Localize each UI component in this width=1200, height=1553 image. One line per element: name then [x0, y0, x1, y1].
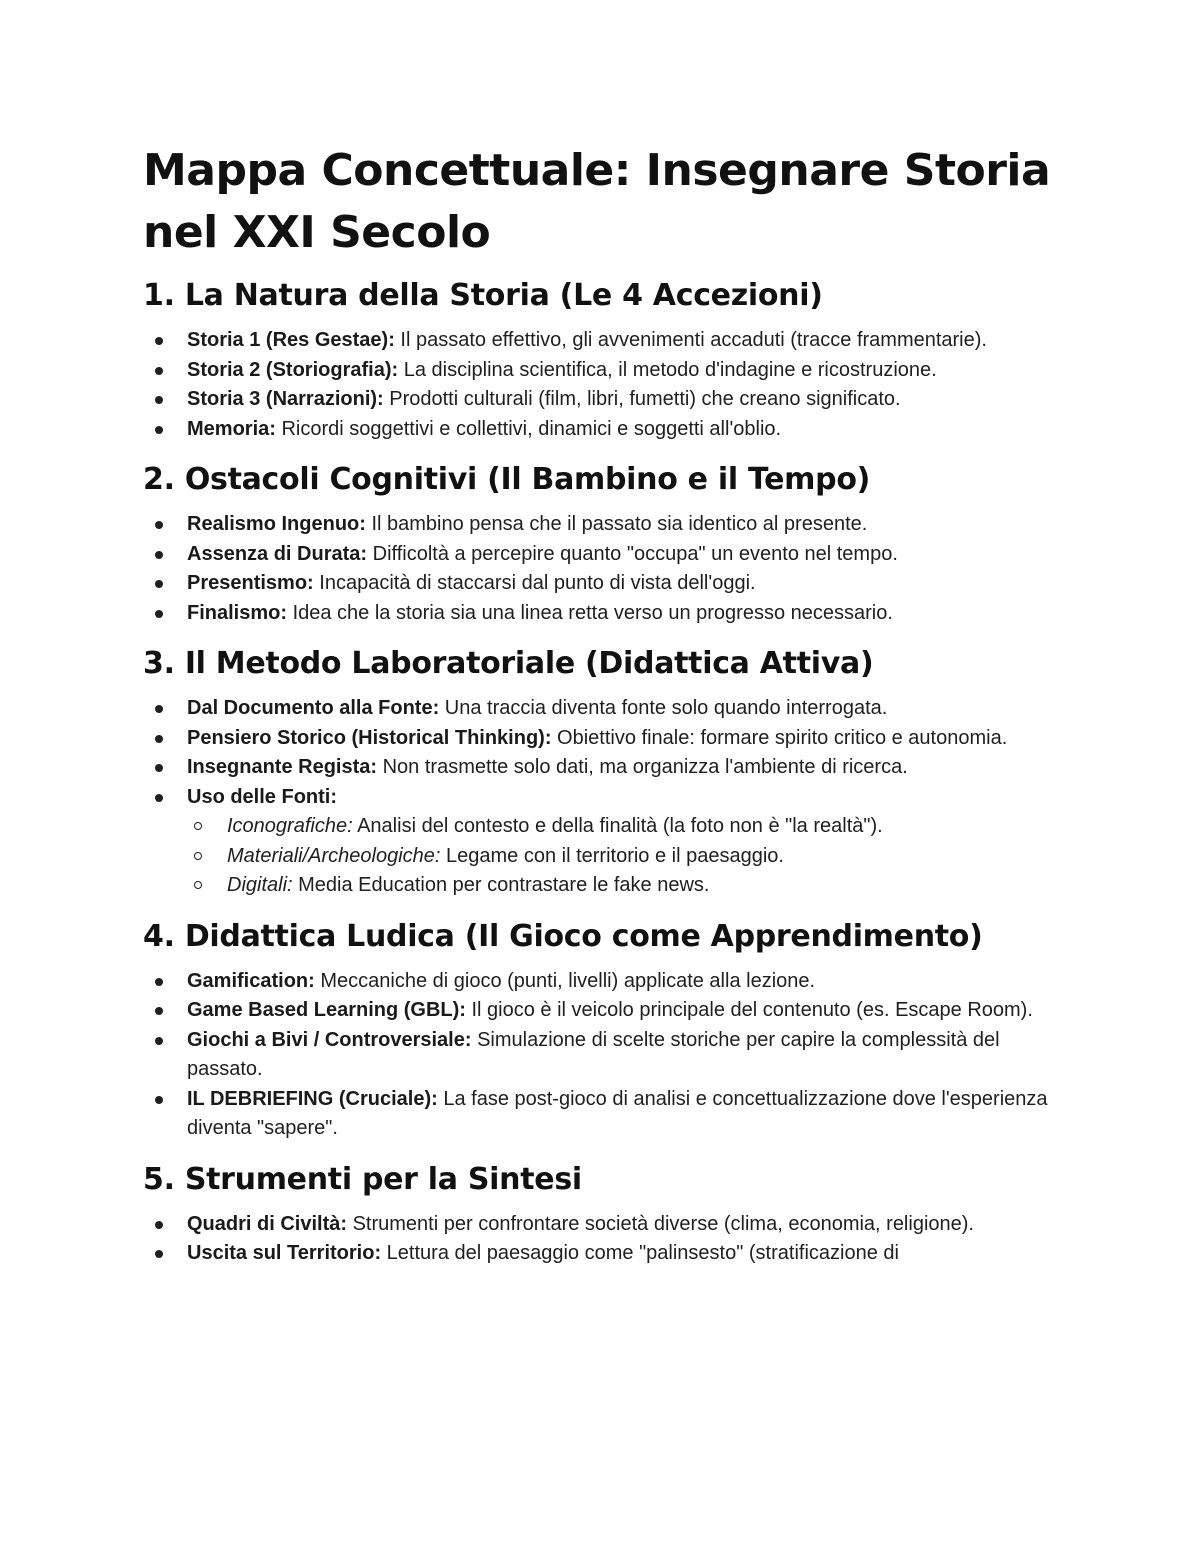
list-item-term: IL DEBRIEFING (Cruciale): — [187, 1087, 438, 1110]
list-item — [143, 326, 1063, 356]
list-item-term: Storia 2 (Storiografia): — [187, 358, 399, 381]
list-item-text: Strumenti per confrontare società diverse (clima, economia, religione). — [347, 1212, 974, 1235]
list-item-text: La fase post-gioco di analisi e concettualizzazione dove l'esperienza diventa "sapere". — [187, 1087, 1048, 1139]
page-title: Mappa Concettuale: Insegnare Storia nel XXI Secolo — [143, 145, 1051, 258]
sub-list-item — [187, 871, 1063, 901]
list-item-term: Gamification: — [187, 969, 315, 992]
list-item-term: Memoria: — [187, 417, 276, 440]
list-item — [143, 385, 1063, 415]
list-item-text: Ricordi soggettivi e collettivi, dinamici e soggetti all'oblio. — [275, 417, 782, 440]
sub-list-item-term: Materiali/Archeologiche: — [227, 844, 441, 867]
bullet-list-natura-storia — [143, 326, 1063, 444]
list-item — [143, 1239, 1063, 1269]
list-item — [143, 996, 1063, 1026]
sub-list-item-text: Legame con il territorio e il paesaggio. — [440, 844, 784, 867]
sub-list-item-term: Digitali: — [227, 874, 293, 896]
sub-list-item — [187, 812, 1063, 842]
list-item — [143, 540, 1063, 570]
list-item-text: Difficoltà a percepire quanto "occupa" un evento nel tempo. — [367, 542, 898, 565]
list-item — [143, 967, 1063, 997]
list-item — [143, 415, 1063, 445]
sub-list-item — [187, 842, 1063, 872]
list-item-term: Finalismo: — [187, 601, 288, 624]
list-item-term: Quadri di Civiltà: — [187, 1212, 348, 1235]
list-item-term: Dal Documento alla Fonte: — [187, 697, 440, 719]
list-item-term: Insegnante Regista: — [187, 756, 378, 778]
list-item-text: La disciplina scientifica, il metodo d'indagine e ricostruzione. — [398, 358, 937, 381]
list-item — [143, 783, 1063, 901]
section-heading-strumenti-sintesi: 5. Strumenti per la Sintesi — [143, 1161, 582, 1197]
list-item-text: Obiettivo finale: formare spirito critico e autonomia. — [551, 726, 1008, 749]
list-item-term: Storia 3 (Narrazioni): — [187, 388, 384, 410]
list-item — [143, 724, 1063, 754]
sub-bullet-list-fonti — [187, 812, 1063, 901]
list-item-term: Assenza di Durata: — [187, 542, 368, 565]
sub-list-item-text: Analisi del contesto e della finalità (la foto non è "la realtà"). — [352, 815, 883, 837]
document-page — [143, 140, 1063, 1283]
list-item — [143, 694, 1063, 724]
list-item-text: Idea che la storia sia una linea retta verso un progresso necessario. — [287, 601, 893, 624]
list-item — [143, 1085, 1063, 1144]
bullet-list-didattica-ludica — [143, 967, 1063, 1144]
list-item-term: Game Based Learning (GBL): — [187, 999, 466, 1021]
bullet-list-metodo-laboratoriale — [143, 694, 1063, 901]
list-item — [143, 599, 1063, 629]
sub-list-item-term: Iconografiche: — [227, 815, 353, 837]
list-item-text: Prodotti culturali (film, libri, fumetti) che creano significato. — [383, 388, 901, 410]
section-heading-ostacoli-cognitivi: 2. Ostacoli Cognitivi (Il Bambino e il Tempo) — [143, 462, 871, 497]
bullet-list-strumenti-sintesi — [143, 1210, 1063, 1269]
list-item-term: Uscita sul Territorio: — [187, 1242, 382, 1264]
list-item-term: Storia 1 (Res Gestae): — [187, 329, 395, 351]
list-item-term: Realismo Ingenuo: — [187, 513, 366, 535]
section-heading-natura-storia: 1. La Natura della Storia (Le 4 Accezioni) — [143, 278, 823, 313]
list-item-term: Pensiero Storico (Historical Thinking): — [187, 726, 552, 749]
list-item — [143, 1026, 1063, 1085]
list-item — [143, 356, 1063, 386]
bullet-list-ostacoli-cognitivi — [143, 510, 1063, 628]
list-item-text: Non trasmette solo dati, ma organizza l'ambiente di ricerca. — [377, 756, 908, 778]
list-item-text: Una traccia diventa fonte solo quando interrogata. — [439, 697, 888, 719]
list-item-text: Lettura del paesaggio come "palinsesto" (stratificazione di — [381, 1242, 899, 1264]
list-item — [143, 753, 1063, 783]
section-heading-didattica-ludica: 4. Didattica Ludica (Il Gioco come Apprendimento) — [143, 918, 983, 954]
list-item — [143, 510, 1063, 540]
list-item-term: Presentismo: — [187, 572, 314, 594]
list-item-term: Giochi a Bivi / Controversiale: — [187, 1028, 472, 1051]
list-item-text: Il bambino pensa che il passato sia identico al presente. — [365, 513, 868, 535]
sub-list-item-text: Media Education per contrastare le fake news. — [292, 874, 710, 896]
list-item-text: Simulazione di scelte storiche per capire la complessità del passato. — [187, 1028, 1000, 1080]
list-item-term: Uso delle Fonti: — [187, 785, 337, 808]
list-item — [143, 1210, 1063, 1240]
list-item — [143, 569, 1063, 599]
list-item-text: Il passato effettivo, gli avvenimenti accaduti (tracce frammentarie). — [394, 329, 987, 351]
list-item-text: Incapacità di staccarsi dal punto di vista dell'oggi. — [313, 572, 756, 594]
section-heading-metodo-laboratoriale: 3. Il Metodo Laboratoriale (Didattica Attiva) — [143, 646, 874, 681]
list-item-text: Meccaniche di gioco (punti, livelli) applicate alla lezione. — [314, 969, 816, 992]
list-item-text: Il gioco è il veicolo principale del contenuto (es. Escape Room). — [465, 999, 1033, 1021]
